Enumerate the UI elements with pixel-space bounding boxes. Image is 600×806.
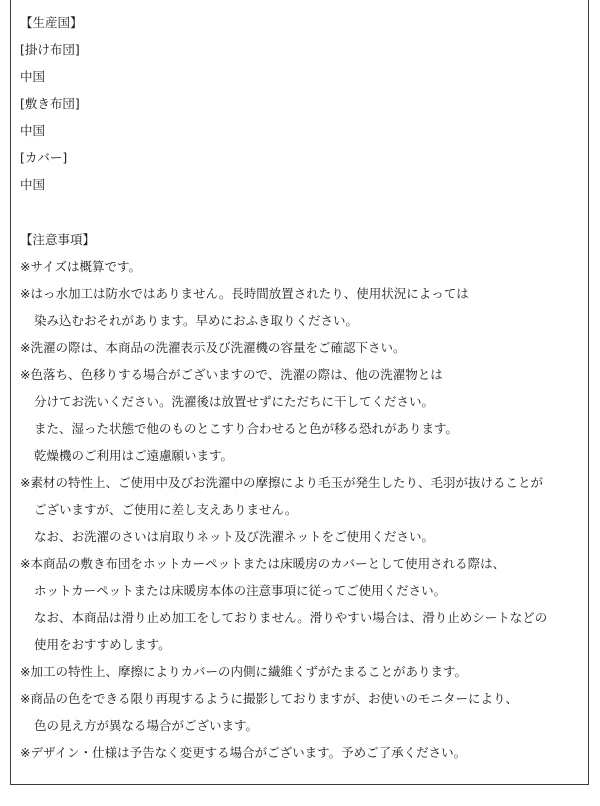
note-line: ※素材の特性上、ご使用中及びお洗濯中の摩擦により毛玉が発生したり、毛羽が抜けることが: [20, 475, 543, 490]
note-line: ※はっ水加工は防水ではありません。長時間放置されたり、使用状況によっては: [20, 286, 469, 301]
note-line: ※デザイン・仕様は予告なく変更する場合がございます。予めご了承ください。: [20, 745, 467, 760]
note-line: ※商品の色をできる限り再現するように撮影しておりますが、お使いのモニターにより、: [20, 691, 518, 706]
production-label-comforter: [掛け布団]: [20, 42, 80, 57]
note-line: 染み込むおそれがあります。早めにおふき取りください。: [34, 313, 359, 328]
production-value-mattress: 中国: [20, 123, 46, 138]
production-value-comforter: 中国: [20, 69, 46, 84]
note-line: ※サイズは概算です。: [20, 259, 141, 274]
production-label-mattress: [敷き布団]: [20, 96, 80, 111]
notes-heading: 【注意事項】: [20, 232, 96, 247]
note-line: 分けてお洗いください。洗濯後は放置せずにただちに干してください。: [34, 394, 435, 409]
note-line: ホットカーペットまたは床暖房本体の注意事項に従ってご使用ください。: [34, 583, 447, 598]
production-label-cover: [カバー]: [20, 150, 68, 165]
note-line: ※本商品の敷き布団をホットカーペットまたは床暖房のカバーとして使用される際は、: [20, 556, 506, 571]
production-value-cover: 中国: [20, 177, 46, 192]
note-line: ※加工の特性上、摩擦によりカバーの内側に繊維くずがたまることがあります。: [20, 664, 467, 679]
note-line: 色の見え方が異なる場合がございます。: [34, 718, 259, 733]
production-heading: 【生産国】: [20, 15, 83, 30]
note-line: また、湿った状態で他のものとこすり合わせると色が移る恐れがあります。: [34, 421, 459, 436]
note-line: 使用をおすすめします。: [34, 637, 171, 652]
note-line: ※洗濯の際は、本商品の洗濯表示及び洗濯機の容量をご確認下さい。: [20, 340, 406, 355]
note-line: 乾燥機のご利用はご遠慮願います。: [34, 448, 234, 463]
note-line: ございますが、ご使用に差し支えありません。: [34, 502, 298, 517]
note-line: ※色落ち、色移りする場合がございますので、洗濯の際は、他の洗濯物とは: [20, 367, 443, 382]
note-line: なお、お洗濯のさいは肩取りネット及び洗濯ネットをご使用ください。: [34, 529, 435, 544]
note-line: なお、本商品は滑り止め加工をしておりません。滑りやすい場合は、滑り止めシートなどの: [34, 610, 548, 625]
